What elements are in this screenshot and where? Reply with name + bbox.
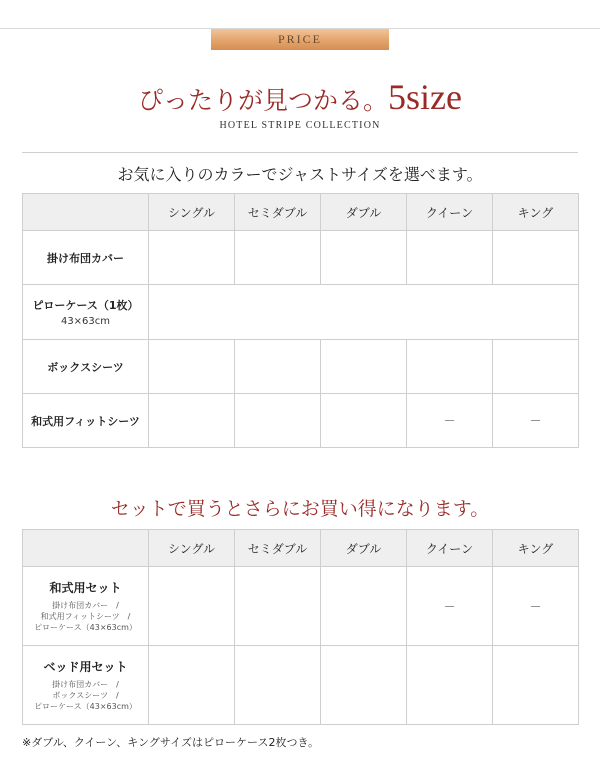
table-cell xyxy=(235,567,321,646)
table-cell xyxy=(407,646,493,725)
table-cell xyxy=(235,340,321,394)
set-title: ベッド用セット xyxy=(43,660,128,674)
price-tab: PRICE xyxy=(211,29,389,50)
table-cell xyxy=(493,231,579,285)
row-label xyxy=(23,394,149,448)
table-cell xyxy=(235,646,321,725)
row-label xyxy=(23,567,149,646)
row-label-text: ピローケース（1枚） xyxy=(32,299,139,312)
column-header: キング xyxy=(493,194,579,231)
set-item: ピローケース（43×63cm） xyxy=(34,702,137,711)
table-row xyxy=(23,231,579,285)
table-row xyxy=(23,340,579,394)
set-table xyxy=(22,529,579,725)
column-header: シングル xyxy=(149,194,235,231)
column-header: ダブル xyxy=(321,530,407,567)
not-available-mark: － xyxy=(407,567,493,646)
row-label xyxy=(23,231,149,285)
set-item: ピローケース（43×63cm） xyxy=(34,623,137,632)
table-cell xyxy=(149,567,235,646)
header-corner xyxy=(23,194,149,231)
footnote: ※ダブル、クイーン、キングサイズはピローケース2枚つき。 xyxy=(22,736,320,749)
table-cell xyxy=(321,567,407,646)
table-cell xyxy=(149,231,235,285)
set-item: 掛け布団カバー / xyxy=(52,601,119,610)
set-title: 和式用セット xyxy=(49,581,122,595)
headline-word: size xyxy=(406,77,462,117)
headline-text: ぴったりが見つかる。 xyxy=(138,86,389,115)
column-header: ダブル xyxy=(321,194,407,231)
table-cell xyxy=(149,394,235,448)
headline-number: 5 xyxy=(388,77,407,117)
not-available-mark: － xyxy=(493,567,579,646)
table-cell xyxy=(235,231,321,285)
column-header: クイーン xyxy=(407,194,493,231)
set-item: 掛け布団カバー / xyxy=(52,680,119,689)
column-header: シングル xyxy=(149,530,235,567)
table-cell xyxy=(321,340,407,394)
table-cell xyxy=(235,394,321,448)
header-corner xyxy=(23,530,149,567)
table-cell xyxy=(321,394,407,448)
row-label-size: 43×63cm xyxy=(60,316,111,327)
section-divider xyxy=(22,152,578,153)
table-cell xyxy=(321,231,407,285)
table-cell xyxy=(149,646,235,725)
row-label xyxy=(23,646,149,725)
table-header-row xyxy=(23,194,579,231)
row-label-text: ボックスシーツ xyxy=(47,360,124,374)
not-available-mark: － xyxy=(407,394,493,448)
column-header: セミダブル xyxy=(235,194,321,231)
row-label-text: 掛け布団カバー xyxy=(47,251,124,265)
set-item: ボックスシーツ / xyxy=(52,691,119,700)
table-cell xyxy=(407,231,493,285)
page-headline xyxy=(0,76,600,118)
table-cell xyxy=(149,340,235,394)
table-cell xyxy=(493,340,579,394)
size-intro: お気に入りのカラーでジャストサイズを選べます。 xyxy=(117,165,483,184)
table-row xyxy=(23,285,579,340)
merged-cell xyxy=(149,285,579,340)
table-row xyxy=(23,646,579,725)
column-header: クイーン xyxy=(407,530,493,567)
set-intro: セットで買うとさらにお買い得になります。 xyxy=(110,498,490,520)
row-label-text: 和式用フィットシーツ xyxy=(31,414,140,428)
set-item: 和式用フィットシーツ / xyxy=(40,612,131,621)
row-label xyxy=(23,285,149,340)
table-row xyxy=(23,567,579,646)
collection-name: HOTEL STRIPE COLLECTION xyxy=(219,120,381,131)
row-label xyxy=(23,340,149,394)
table-row xyxy=(23,394,579,448)
not-available-mark: － xyxy=(493,394,579,448)
table-cell xyxy=(321,646,407,725)
column-header: セミダブル xyxy=(235,530,321,567)
size-table xyxy=(22,193,579,448)
table-header-row xyxy=(23,530,579,567)
column-header: キング xyxy=(493,530,579,567)
table-cell xyxy=(407,340,493,394)
table-cell xyxy=(493,646,579,725)
